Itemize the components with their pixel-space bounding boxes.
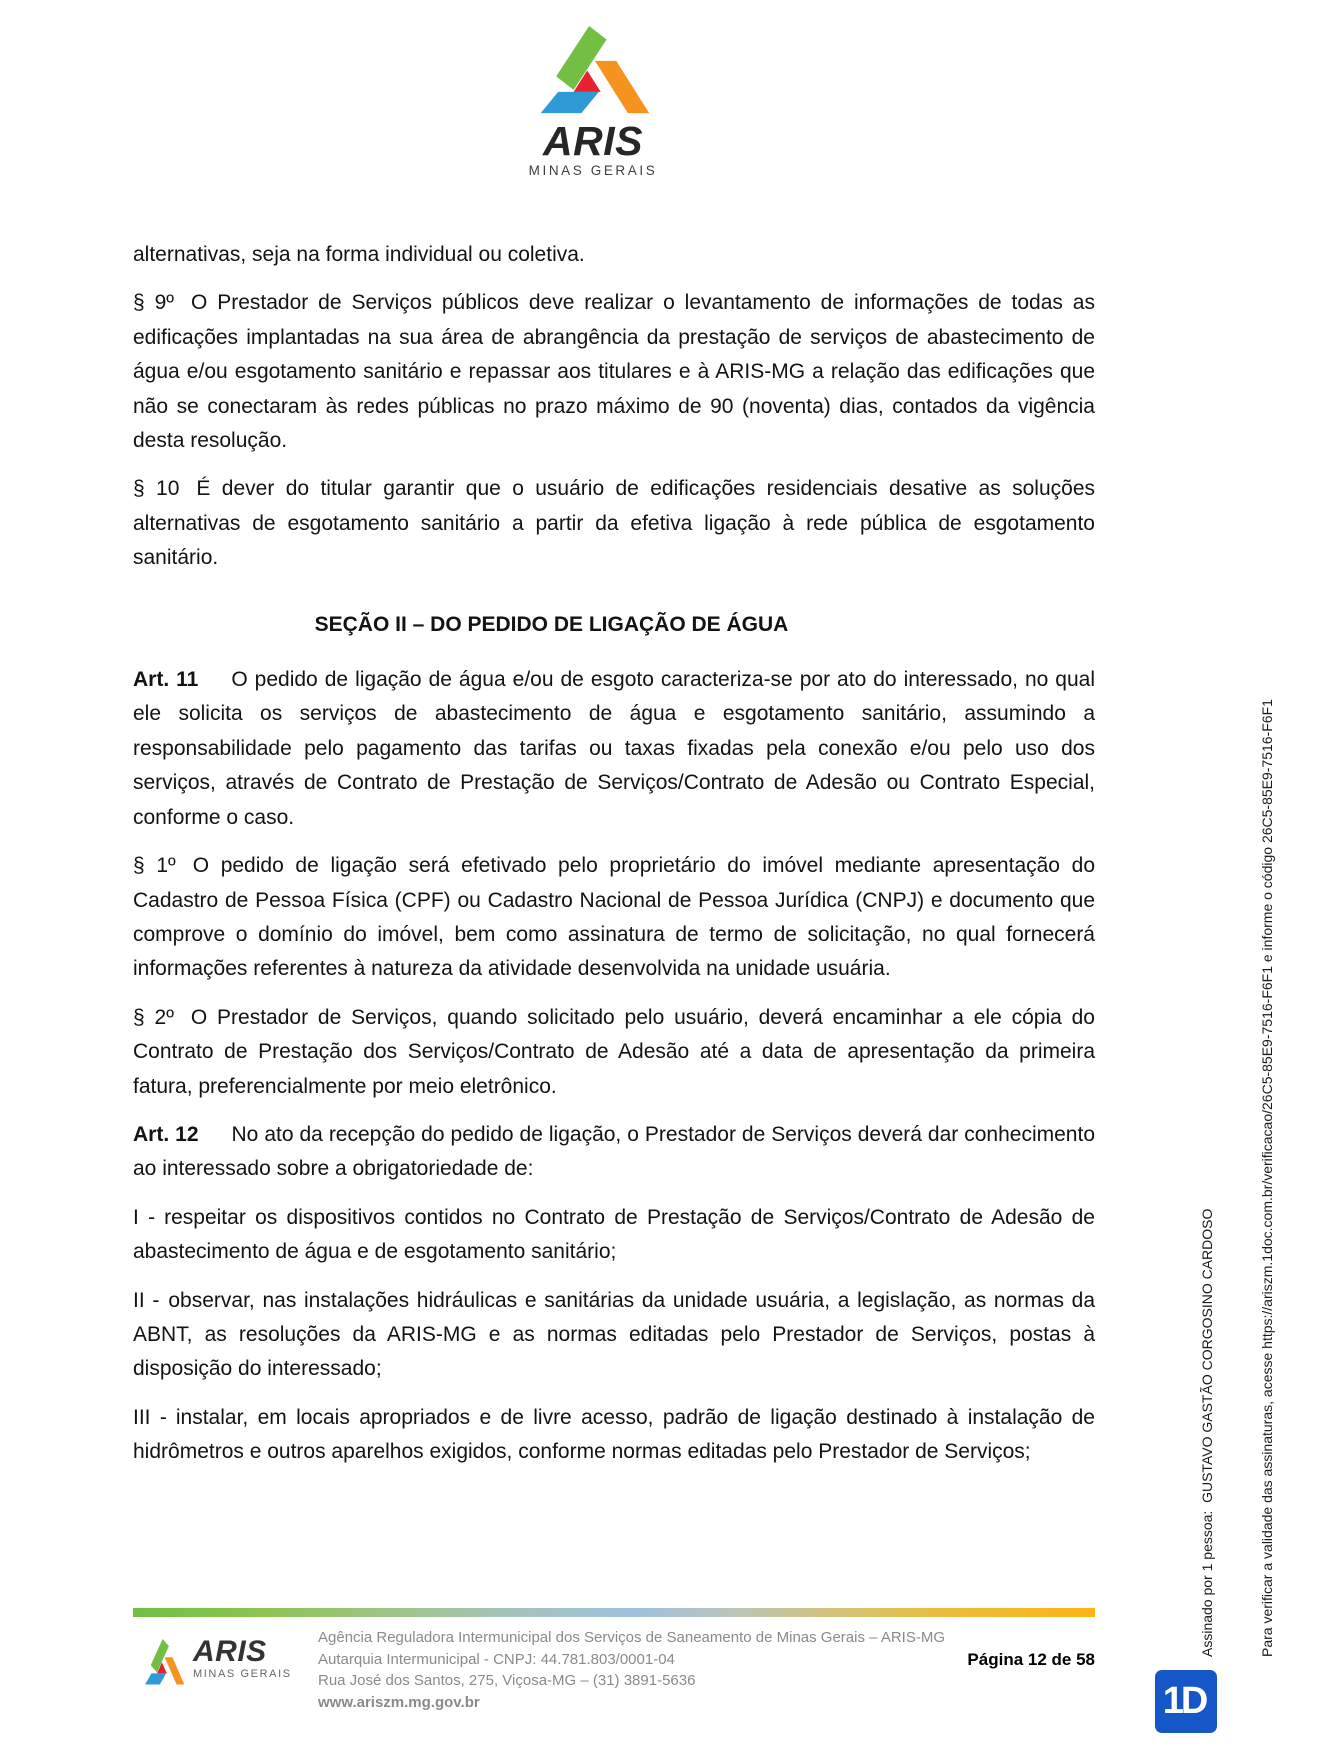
aris-brand-text: ARIS — [543, 118, 643, 164]
signature-stamp — [1157, 457, 1317, 1657]
document-paragraph — [133, 238, 1095, 272]
paragraph-label: III - — [133, 1405, 167, 1429]
paragraph-text: O Prestador de Serviços públicos deve realizar o levantamento de informações de todas as edificações implantadas na sua área de abrangência da prestação de serviços de abastecimento de água e/ou esgotamento sanitário e repassar aos titulares e à ARIS-MG a relação das edificações que não se conectaram às redes públicas no prazo máximo de 90 (noventa) dias, contados da vigência desta resolução. — [133, 291, 1095, 453]
aris-logo-footer — [143, 1637, 292, 1687]
onedoc-logo — [1155, 1670, 1217, 1733]
document-paragraph — [133, 472, 1095, 575]
aris-triangle-icon — [534, 26, 652, 118]
footer-agency-address: Rua José dos Santos, 275, Viçosa-MG – (31) 3891-5636 — [318, 1672, 696, 1690]
aris-brand-text: ARIS — [193, 1635, 267, 1668]
paragraph-text: O Prestador de Serviços, quando solicitado pelo usuário, deverá encaminhar a ele cópia do Contrato de Prestação dos Serviços/Contrato de Adesão até a data de apresentação da primeira fatura, preferencialmente por meio eletrônico. — [133, 1005, 1095, 1098]
document-paragraph — [133, 1284, 1095, 1387]
paragraph-label: § 2º — [133, 1005, 174, 1029]
aris-region-text: MINAS GERAIS — [193, 1668, 292, 1680]
paragraph-text: É dever do titular garantir que o usuário de edificações residenciais desative as soluções alternativas de esgotamento sanitário a partir da efetiva ligação à rede pública de esgotamento sanitário. — [133, 477, 1095, 570]
footer-agency-cnpj: Autarquia Intermunicipal - CNPJ: 44.781.803/0001-04 — [318, 1650, 675, 1668]
document-paragraph — [133, 286, 1095, 458]
paragraph-label: I - — [133, 1205, 156, 1229]
paragraph-text: No ato da recepção do pedido de ligação, o Prestador de Serviços deverá dar conhecimento ao interessado sobre a obrigatoriedade de: — [133, 1122, 1095, 1181]
paragraph-label: § 1º — [133, 854, 176, 878]
footer-gradient-bar — [133, 1608, 1095, 1617]
paragraph-label: Art. 12 — [133, 1122, 199, 1146]
document-paragraph — [133, 1118, 1095, 1187]
signature-stamp-line2: Para verificar a validade das assinaturas, acesse https://ariszm.1doc.com.br/verificacao/26C5-85E9-7516-F6F1 e informe o código 26C5-85E9-7516-F6F1 — [1259, 699, 1275, 1657]
paragraph-label: II - — [133, 1288, 160, 1312]
document-paragraph — [133, 663, 1095, 835]
paragraph-text: respeitar os dispositivos contidos no Contrato de Prestação de Serviços/Contrato de Adesão de abastecimento de água e de esgotamento sanitário; — [133, 1205, 1095, 1264]
document-paragraph — [133, 1001, 1095, 1104]
paragraph-text: O pedido de ligação será efetivado pelo proprietário do imóvel mediante apresentação do Cadastro de Pessoa Física (CPF) ou Cadastro Nacional de Pessoa Jurídica (CNPJ) e documento que comprove o domínio do imóvel, bem como assinatura de termo de solicitação, no qual fornecerá informações referentes à natureza da atividade desenvolvida na unidade usuária. — [133, 854, 1095, 981]
paragraph-text: instalar, em locais apropriados e de livre acesso, padrão de ligação destinado à instalação de hidrômetros e outros aparelhos exigidos, conforme normas editadas pelo Prestador de Serviços; — [133, 1405, 1095, 1464]
onedoc-glyph: 1D — [1162, 1680, 1206, 1722]
paragraph-text: observar, nas instalações hidráulicas e sanitárias da unidade usuária, a legislação, as normas da ABNT, as resoluções da ARIS-MG e as normas editadas pelo Prestador de Serviços, postas à disposição do interessado; — [133, 1288, 1095, 1381]
aris-logo-header — [500, 26, 686, 178]
document-paragraph — [133, 1201, 1095, 1270]
document-paragraph — [133, 849, 1095, 987]
paragraph-text: O pedido de ligação de água e/ou de esgoto caracteriza-se por ato do interessado, no qual ele solicita os serviços de abastecimento de água e esgotamento sanitário, assumindo a responsabilidade pelo pagamento das tarifas ou taxas fixadas pela conexão e/ou pelo uso dos serviços, através de Contrato de Prestação de Serviços/Contrato de Adesão ou Contrato Especial, conforme o caso. — [133, 668, 1096, 829]
signature-stamp-line1: Assinado por 1 pessoa: GUSTAVO GASTÃO CORGOSINO CARDOSO — [1199, 1208, 1215, 1657]
paragraph-label: § 9º — [133, 291, 174, 315]
paragraph-text: alternativas, seja na forma individual ou coletiva. — [133, 243, 585, 266]
aris-region-text: MINAS GERAIS — [528, 163, 658, 178]
paragraph-label: Art. 11 — [133, 668, 199, 692]
footer-agency-info — [318, 1627, 945, 1713]
document-paragraph — [133, 1401, 1095, 1470]
footer-website: www.ariszm.mg.gov.br — [318, 1693, 480, 1711]
page-indicator: Página 12 de 58 — [967, 1650, 1095, 1669]
footer-agency-name: Agência Reguladora Intermunicipal dos Serviços de Saneamento de Minas Gerais – ARIS-MG — [318, 1629, 945, 1646]
aris-triangle-icon — [143, 1639, 185, 1687]
paragraph-label: § 10 — [133, 477, 180, 501]
document-body — [133, 238, 1095, 1484]
section-heading: SEÇÃO II – DO PEDIDO DE LIGAÇÃO DE ÁGUA — [314, 612, 789, 636]
